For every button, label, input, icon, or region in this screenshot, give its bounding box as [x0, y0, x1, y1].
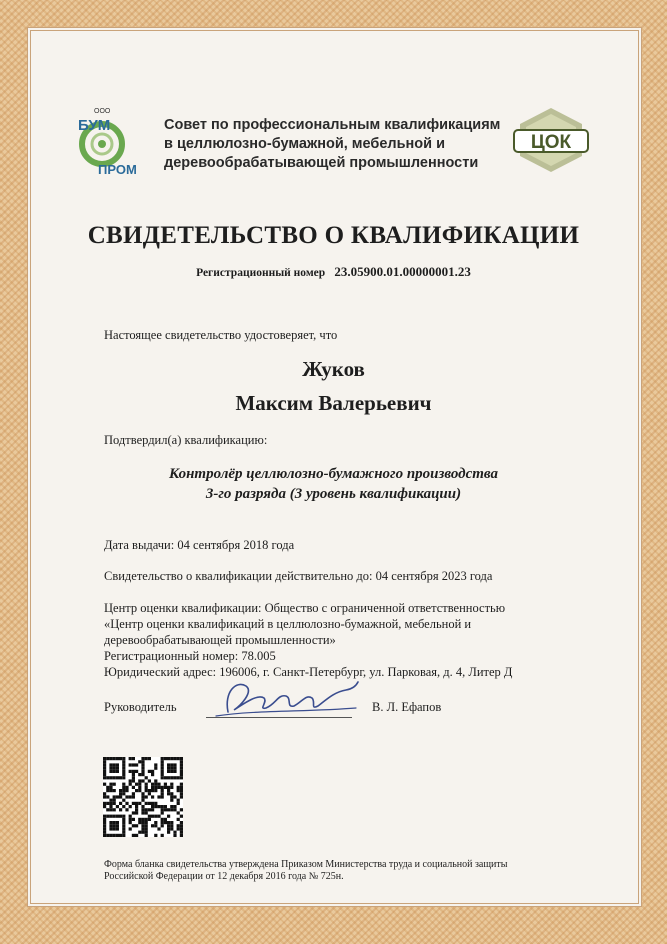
certifies-text: Настоящее свидетельство удостоверяет, что	[104, 328, 338, 342]
handwritten-signature	[206, 672, 362, 724]
logo-prom-text: ПРОМ	[98, 162, 137, 177]
registration-label: Регистрационный номер	[196, 267, 326, 279]
footer-line1: Форма бланка свидетельства утверждена Приказом Министерства труда и социальной защиты	[104, 859, 508, 870]
council-name-line1: Совет по профессиональным квалификациям	[164, 117, 501, 133]
qualification-line1: Контролёр целлюлозно-бумажного производства	[168, 466, 499, 482]
logo-ooo-text: ООО	[94, 108, 111, 115]
qr-code	[103, 757, 183, 837]
center-line4: Регистрационный номер: 78.005	[104, 649, 276, 663]
bumprom-logo	[64, 104, 156, 180]
center-line1: Центр оценки квалификации: Общество с ограниченной ответственностью	[104, 601, 506, 615]
tsok-logo	[510, 104, 592, 176]
confirmed-text: Подтвердил(а) квалификацию:	[104, 433, 268, 447]
document-title: СВИДЕТЕЛЬСТВО О КВАЛИФИКАЦИИ	[87, 222, 580, 249]
center-line2: «Центр оценки квалификаций в целлюлозно-бумажной, мебельной и	[104, 617, 472, 631]
logo-bum-text: БУМ	[78, 117, 111, 134]
center-line5: Юридический адрес: 196006, г. Санкт-Петербург, ул. Парковая, д. 4, Литер Д	[104, 665, 513, 679]
form-approval-note	[104, 859, 574, 883]
center-line3: деревообрабатывающей промышленности»	[104, 633, 336, 647]
signature-label: Руководитель	[104, 700, 177, 714]
council-name-line2: в целлюлозно-бумажной, мебельной и	[164, 136, 446, 152]
footer-line2: Российской Федерации от 12 декабря 2016 года № 725н.	[104, 871, 344, 882]
registration-line	[0, 264, 667, 280]
tsok-logo-text: ЦОК	[530, 132, 572, 153]
council-name-line3: деревообрабатывающей промышленности	[164, 155, 479, 171]
qualification-line2: 3-го разряда (3 уровень квалификации)	[205, 486, 462, 502]
registration-number: 23.05900.01.00000001.23	[334, 264, 471, 279]
valid-until: Свидетельство о квалификации действительно до: 04 сентября 2023 года	[104, 569, 493, 583]
signatory-name: В. Л. Ефапов	[372, 700, 442, 714]
council-name	[164, 116, 504, 173]
issue-date: Дата выдачи: 04 сентября 2018 года	[104, 538, 295, 552]
holder-surname: Жуков	[302, 357, 365, 381]
holder-name: Максим Валерьевич	[235, 391, 432, 415]
assessment-center-info	[104, 600, 574, 680]
